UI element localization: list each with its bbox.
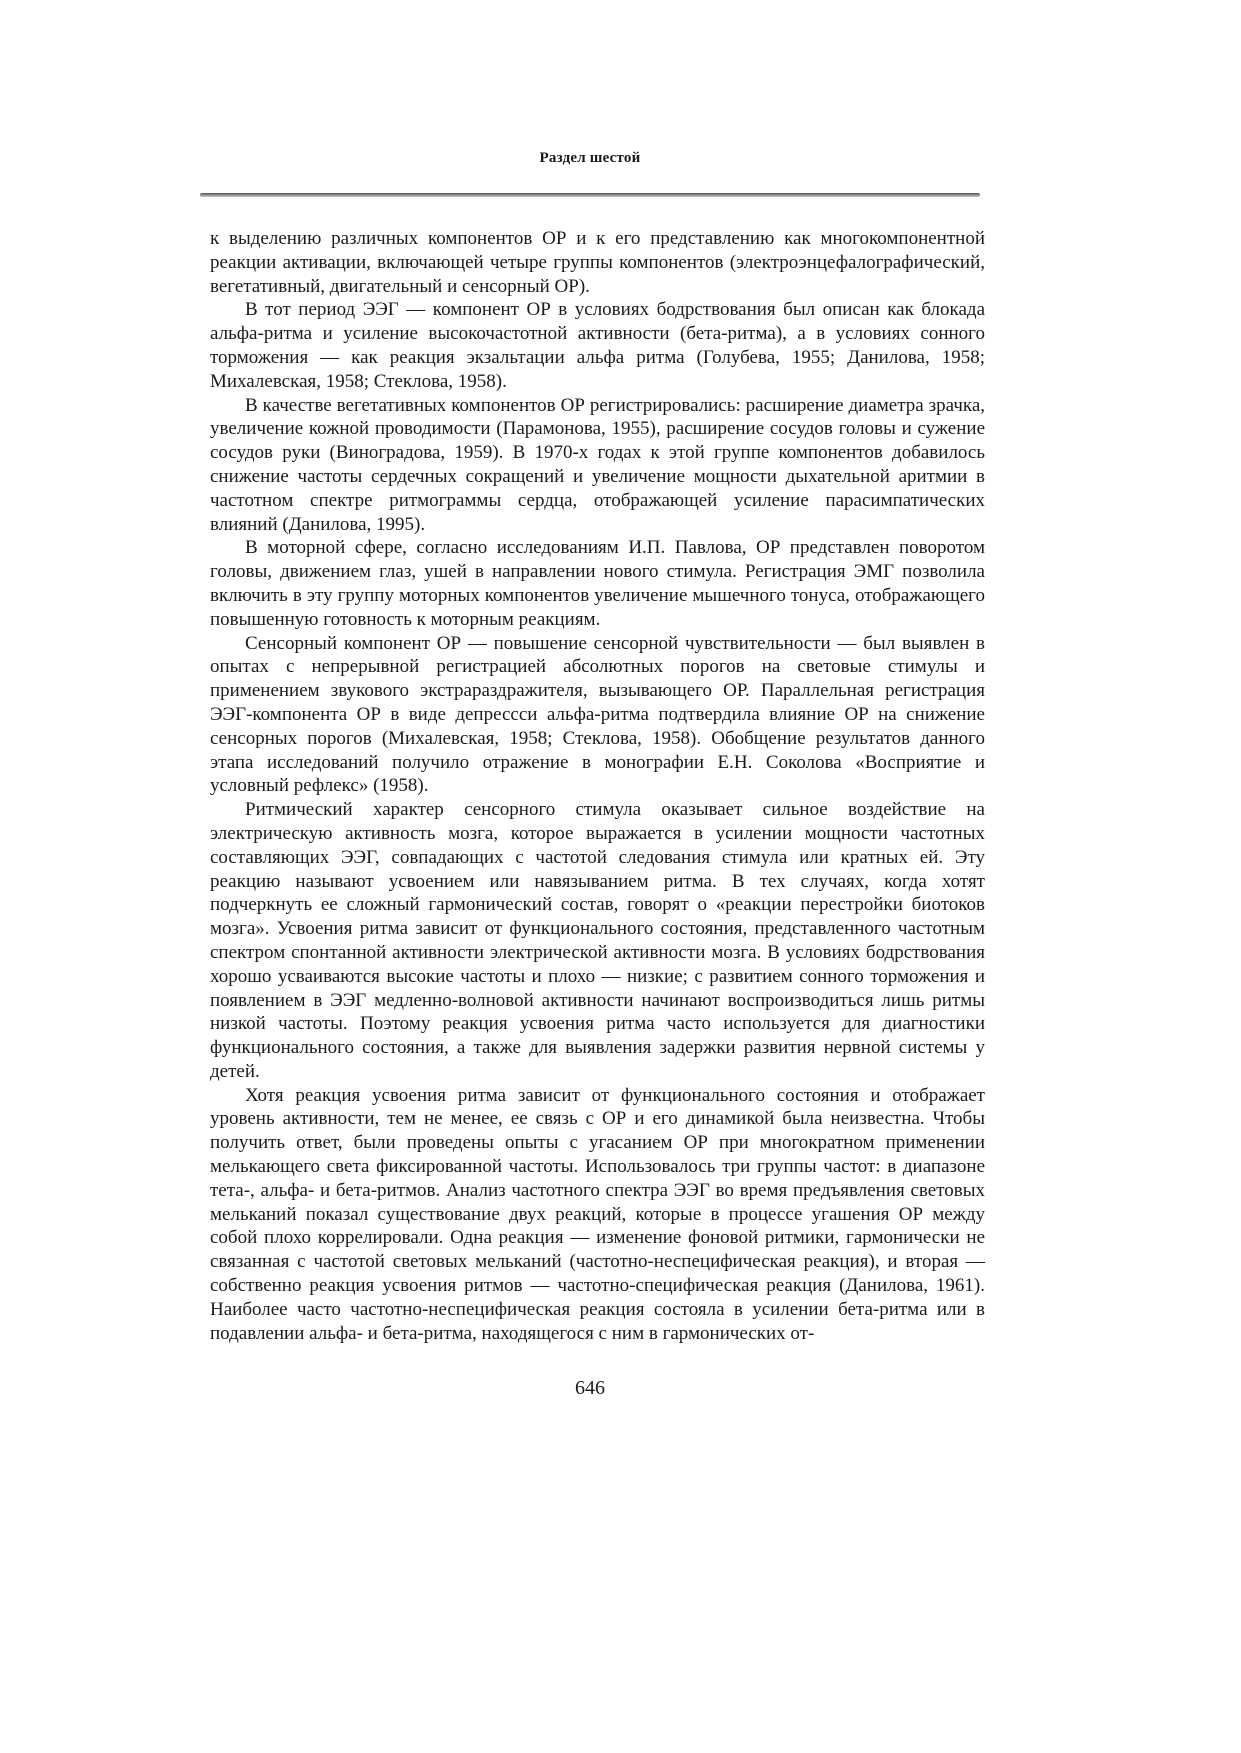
paragraph-3: В качестве вегетативных компонентов ОР регистрировались: расширение диаметра зрачка, увеличение кожной проводимости (Парамонова, 1955), расширение сосудов головы и сужение сосудов руки (Виноградова, 1959). В 1970-х годах к этой группе компонентов добавилось снижение частоты сердечных сокращений и увеличение мощности дыхательной аритмии в частотном спектре ритмограммы сердца, отображающей усиление парасимпатических влияний (Данилова, 1995). bbox=[210, 394, 985, 535]
header-divider bbox=[200, 193, 980, 197]
paragraph-4: В моторной сфере, согласно исследованиям И.П. Павлова, ОР представлен поворотом головы, движением глаз, ушей в направлении нового стимула. Регистрация ЭМГ позволила включить в эту группу моторных компонентов увеличение мышечного тонуса, отображающего повышенную готовность к моторным реакциям. bbox=[210, 537, 985, 630]
paragraph-5: Сенсорный компонент ОР — повышение сенсорной чувствительности — был выявлен в опытах с непрерывной регистрацией абсолютных порогов на световые стимулы и применением звукового экстрараздражителя, вызывающего ОР. Параллельная регистрация ЭЭГ-компонента ОР в виде депрессси альфа-ритма подтвердила влияние ОР на снижение сенсорных порогов (Михалевская, 1958; Стеклова, 1958). Обобщение результатов данного этапа исследований получило отражение в монографии Е.Н. Соколова «Восприятие и условный рефлекс» (1958). bbox=[210, 632, 985, 797]
paragraph-2: В тот период ЭЭГ — компонент ОР в условиях бодрствования был описан как блокада альфа-ритма и усиление высокочастотной активности (бета-ритма), а в условиях сонного торможения — как реакция экзальтации альфа ритма (Голубева, 1955; Данилова, 1958; Михалевская, 1958; Стеклова, 1958). bbox=[210, 299, 985, 392]
paragraph-6: Ритмический характер сенсорного стимула оказывает сильное воздействие на электрическую активность мозга, которое выражается в усилении мощности частотных составляющих ЭЭГ, совпадающих с частотой следования стимула или кратных ей. Эту реакцию называют усвоением или навязыванием ритма. В тех случаях, когда хотят подчеркнуть ее сложный гармонический состав, говорят о «реакции перестройки биотоков мозга». Усвоения ритма зависит от функционального состояния, представленного частотным спектром спонтанной активности электрической активности мозга. В условиях бодрствования хорошо усваиваются высокие частоты и плохо — низкие; с развитием сонного торможения и появлением в ЭЭГ медленно-волновой активности начинают воспроизводиться лишь ритмы низкой частоты. Поэтому реакция усвоения ритма часто используется для диагностики функционального состояния, а также для выявления задержки развития нервной системы у детей. bbox=[210, 799, 985, 1082]
page-number: 646 bbox=[575, 1377, 605, 1399]
paragraph-1: к выделению различных компонентов ОР и к его представлению как многокомпонентной реакции активации, включающей четыре группы компонентов (электроэнцефалографический, вегетативный, двигательный и сенсорный ОР). bbox=[210, 228, 985, 297]
paragraph-7: Хотя реакция усвоения ритма зависит от функционального состояния и отображает уровень активности, тем не менее, ее связь с ОР и его динамикой была неизвестна. Чтобы получить ответ, были проведены опыты с угасанием ОР при многократном применении мелькающего света фиксированной частоты. Использовалось три группы частот: в диапазоне тета-, альфа- и бета-ритмов. Анализ частотного спектра ЭЭГ во время предъявления световых мельканий показал существование двух реакций, которые в процессе угашения ОР между собой плохо коррелировали. Одна реакция — изменение фоновой ритмики, гармонически не связанная с частотой световых мельканий (частотно-неспецифическая реакция), и вторая — собственно реакция усвоения ритмов — частотно-специфическая реакция (Данилова, 1961). Наиболее часто частотно-неспецифическая реакция состояла в усилении бета-ритма или в подавлении альфа- и бета-ритма, находящегося с ним в гармонических от- bbox=[210, 1084, 985, 1344]
body-text bbox=[210, 227, 985, 1345]
running-head-title: Раздел шестой bbox=[539, 150, 641, 166]
